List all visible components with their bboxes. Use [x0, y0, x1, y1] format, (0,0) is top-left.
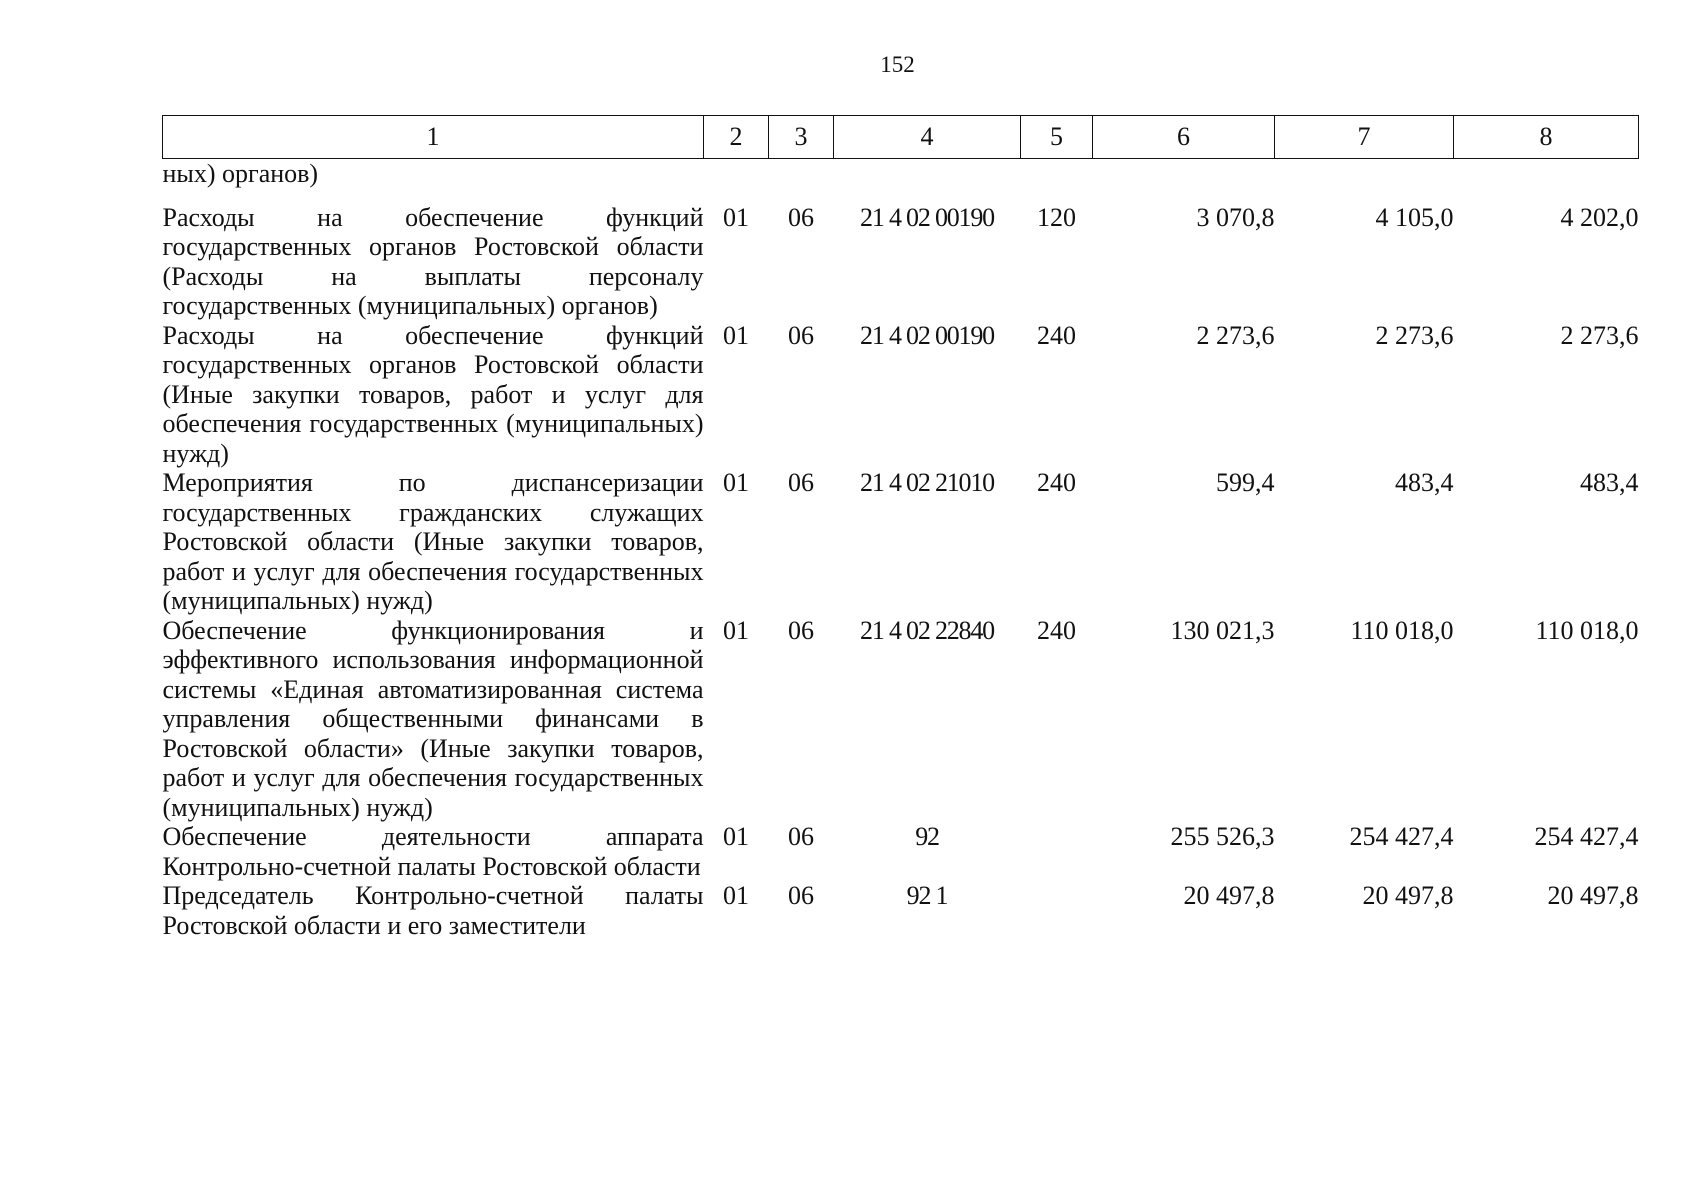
row-target-code: 21 4 02 00190 [860, 320, 994, 350]
row-amount-7: 483,4 [1395, 468, 1454, 497]
row-subsection: 06 [788, 881, 814, 910]
row-amount-7 [1275, 159, 1454, 203]
row-subsection: 06 [788, 468, 814, 497]
row-description: Мероприятия по диспансеризации государственных гражданских служащих Ростовской области (Иные закупки товаров, работ и услуг для обеспечения государственных (муниципальных) нужд) [162, 468, 704, 615]
row-amount-7: 4 105,0 [1375, 202, 1454, 232]
row-expense-type: 120 [1037, 202, 1076, 232]
row-description: Председатель Контрольно-счетной палаты Ростовской области и его заместители [162, 881, 704, 940]
row-section: 01 [723, 320, 749, 350]
row-amount-7: 110 018,0 [1350, 615, 1454, 645]
table-row [163, 822, 1639, 881]
page-number: 152 [880, 52, 915, 77]
table-row [163, 321, 1639, 469]
row-description: Расходы на обеспечение функций государственных органов Ростовской области (Расходы на выплаты персоналу государственных (муниципальных) органов) [162, 202, 704, 320]
row-target-code: 92 [915, 822, 939, 851]
row-section: 01 [723, 615, 749, 645]
row-description: Обеспечение функционирования и эффективного использования информационной системы «Единая автоматизированная система управления общественными финансами в Ростовской области» (Иные закупки товаров, работ и услуг для обеспечения государственных (муниципальных) нужд) [162, 615, 704, 822]
row-subsection: 06 [788, 320, 814, 350]
row-section: 01 [723, 822, 749, 851]
header-col-3: 3 [769, 116, 834, 159]
row-amount-6: 2 273,6 [1196, 320, 1275, 350]
row-section: 01 [723, 468, 749, 497]
row-target-code: 21 4 02 21010 [860, 468, 994, 497]
row-section: 01 [723, 881, 749, 910]
row-amount-8: 2 273,6 [1560, 320, 1639, 350]
row-amount-8 [1454, 159, 1639, 203]
row-expense-type: 240 [1037, 615, 1076, 645]
row-amount-7: 2 273,6 [1375, 320, 1454, 350]
row-amount-7: 254 427,4 [1349, 822, 1454, 851]
row-amount-6: 3 070,8 [1196, 202, 1275, 232]
row-amount-6: 599,4 [1216, 468, 1275, 497]
row-target-code: 21 4 02 00190 [860, 202, 994, 232]
budget-table [162, 115, 1639, 940]
row-description: ных) органов) [162, 159, 319, 188]
row-description: Обеспечение деятельности аппарата Контрольно-счетной палаты Ростовской области [162, 822, 704, 881]
row-expense-type: 240 [1037, 468, 1076, 497]
header-col-7: 7 [1275, 116, 1454, 159]
row-subsection: 06 [788, 615, 814, 645]
header-col-4: 4 [834, 116, 1021, 159]
row-section: 01 [723, 202, 749, 232]
row-amount-8: 20 497,8 [1547, 881, 1639, 910]
row-amount-8: 4 202,0 [1560, 202, 1639, 232]
row-expense-type [1021, 159, 1093, 203]
row-subsection: 06 [788, 822, 814, 851]
row-target-code [834, 159, 1021, 203]
row-amount-7: 20 497,8 [1362, 881, 1454, 910]
row-expense-type: 240 [1037, 320, 1076, 350]
table-row [163, 203, 1639, 321]
row-amount-8: 483,4 [1580, 468, 1639, 497]
header-row [163, 116, 1639, 159]
header-col-8: 8 [1454, 116, 1639, 159]
row-expense-type [1021, 881, 1093, 940]
row-expense-type [1021, 822, 1093, 881]
row-amount-6 [1093, 159, 1275, 203]
row-target-code: 92 1 [906, 881, 948, 910]
table-row [163, 159, 1639, 203]
row-amount-6: 20 497,8 [1183, 881, 1275, 910]
row-amount-6: 255 526,3 [1170, 822, 1275, 851]
header-col-1: 1 [163, 116, 704, 159]
row-section [704, 159, 769, 203]
table-row [163, 616, 1639, 823]
header-col-6: 6 [1093, 116, 1275, 159]
row-amount-8: 254 427,4 [1534, 822, 1639, 851]
row-amount-8: 110 018,0 [1535, 615, 1639, 645]
header-col-5: 5 [1021, 116, 1093, 159]
table-row [163, 468, 1639, 616]
table-row [163, 881, 1639, 940]
row-subsection [769, 159, 834, 203]
row-target-code: 21 4 02 22840 [860, 615, 994, 645]
header-col-2: 2 [704, 116, 769, 159]
row-amount-6: 130 021,3 [1170, 615, 1275, 645]
row-description: Расходы на обеспечение функций государственных органов Ростовской области (Иные закупки товаров, работ и услуг для обеспечения государственных (муниципальных) нужд) [162, 320, 704, 468]
row-subsection: 06 [788, 202, 814, 232]
